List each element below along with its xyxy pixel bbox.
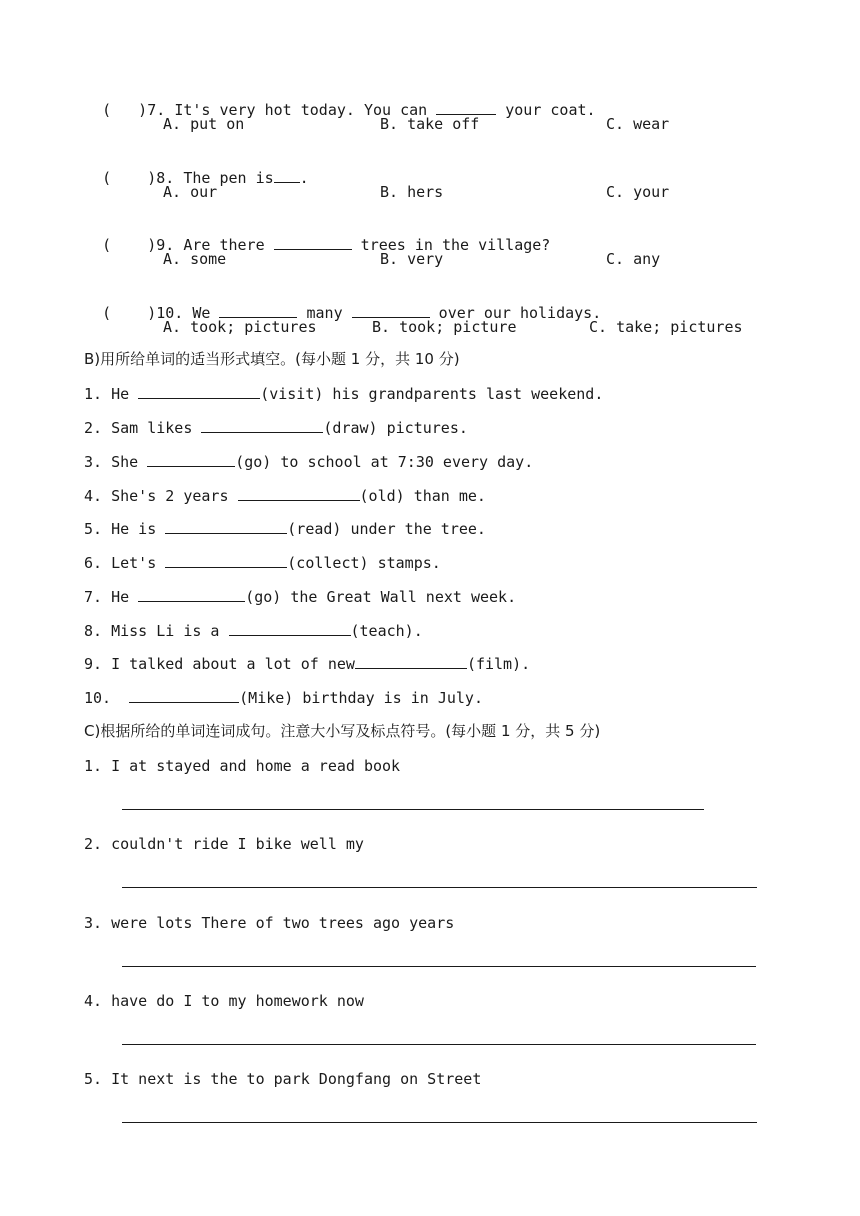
question-text: It's very hot today. You can [174, 101, 437, 119]
item-number: 5. [84, 520, 103, 538]
fill-item-8 [84, 621, 423, 641]
option-a[interactable]: A. took; pictures [163, 318, 317, 336]
fill-item-3 [84, 452, 533, 472]
answer-blank[interactable] [219, 303, 297, 318]
answer-blank[interactable] [138, 587, 245, 602]
item-text: (read) under the tree. [287, 520, 486, 538]
answer-paren[interactable]: ( ) [102, 101, 148, 119]
item-number: 2. [84, 835, 103, 853]
answer-line[interactable] [122, 1044, 756, 1045]
item-number: 2. [84, 419, 103, 437]
fill-item-9 [84, 654, 530, 674]
fill-item-10 [84, 688, 483, 708]
order-item-3 [84, 913, 454, 933]
section-b-heading: B)用所给单词的适当形式填空。(每小题 1 分，共 10 分) [84, 350, 460, 368]
item-text [111, 689, 120, 707]
item-text: (old) than me. [359, 487, 486, 505]
option-b[interactable]: B. take off [380, 115, 480, 133]
question-text: We [192, 304, 220, 322]
order-item-4 [84, 991, 364, 1011]
item-text: He [111, 385, 139, 403]
answer-blank[interactable] [238, 486, 360, 501]
answer-blank[interactable] [352, 303, 430, 318]
option-c[interactable]: C. any [606, 250, 661, 268]
item-number: 4. [84, 487, 103, 505]
fill-item-1 [84, 384, 603, 404]
option-b[interactable]: B. hers [380, 183, 444, 201]
item-text: She's 2 years [111, 487, 238, 505]
question-text: many [297, 304, 352, 322]
question-text: trees in the village? [351, 236, 551, 254]
mc-question-7 [84, 80, 596, 120]
item-text: Miss Li is a [111, 622, 229, 640]
answer-paren[interactable]: ( ) [102, 236, 157, 254]
scrambled-words: I at stayed and home a read book [111, 757, 401, 775]
item-number: 8. [84, 622, 103, 640]
answer-blank[interactable] [274, 235, 352, 250]
item-text: (go) to school at 7:30 every day. [235, 453, 534, 471]
item-text: Let's [111, 554, 166, 572]
fill-item-4 [84, 486, 486, 506]
order-item-5 [84, 1069, 481, 1089]
option-b[interactable]: B. very [380, 250, 444, 268]
answer-blank[interactable] [436, 100, 496, 115]
fill-item-6 [84, 553, 441, 573]
mc-question-9 [84, 215, 550, 255]
item-number: 10. [84, 689, 112, 707]
item-text: (draw) pictures. [323, 419, 468, 437]
item-number: 7. [84, 588, 103, 606]
item-number: 1. [84, 757, 103, 775]
item-text: (visit) his grandparents last weekend. [260, 385, 604, 403]
answer-blank[interactable] [138, 384, 260, 399]
item-number: 3. [84, 453, 103, 471]
scrambled-words: were lots There of two trees ago years [111, 914, 455, 932]
answer-blank[interactable] [147, 452, 235, 467]
answer-line[interactable] [122, 1122, 757, 1123]
item-number: 3. [84, 914, 103, 932]
order-item-1 [84, 756, 400, 776]
option-c[interactable]: C. wear [606, 115, 670, 133]
item-text: (collect) stamps. [287, 554, 441, 572]
answer-line[interactable] [122, 887, 757, 888]
question-text: Are there [183, 236, 274, 254]
question-number: 7. [147, 101, 166, 119]
item-text: (go) the Great Wall next week. [245, 588, 517, 606]
item-number: 9. [84, 655, 103, 673]
mc-question-10 [84, 283, 601, 323]
question-number: 9. [156, 236, 175, 254]
option-c[interactable]: C. take; pictures [589, 318, 743, 336]
item-number: 6. [84, 554, 103, 572]
item-number: 5. [84, 1070, 103, 1088]
fill-item-5 [84, 519, 486, 539]
item-text: (Mike) birthday is in July. [239, 689, 483, 707]
item-text: (teach). [350, 622, 423, 640]
scrambled-words: have do I to my homework now [111, 992, 364, 1010]
item-text: She [111, 453, 148, 471]
answer-blank[interactable] [229, 621, 351, 636]
answer-blank[interactable] [355, 654, 467, 669]
answer-blank[interactable] [201, 418, 323, 433]
item-text: Sam likes [111, 419, 202, 437]
option-a[interactable]: A. our [163, 183, 218, 201]
answer-blank[interactable] [165, 553, 287, 568]
question-text: your coat. [496, 101, 596, 119]
fill-item-7 [84, 587, 516, 607]
question-text: The pen is [183, 169, 274, 187]
answer-line[interactable] [122, 966, 756, 967]
scrambled-words: It next is the to park Dongfang on Street [111, 1070, 482, 1088]
scrambled-words: couldn't ride I bike well my [111, 835, 364, 853]
answer-paren[interactable]: ( ) [102, 304, 157, 322]
option-b[interactable]: B. took; picture [372, 318, 517, 336]
item-text: (film). [466, 655, 531, 673]
answer-blank[interactable] [129, 688, 239, 703]
item-text: I talked about a lot of new [111, 655, 355, 673]
answer-blank[interactable] [274, 168, 300, 183]
section-c-heading: C)根据所给的单词连词成句。注意大小写及标点符号。(每小题 1 分，共 5 分) [84, 722, 601, 740]
question-number: 8. [156, 169, 175, 187]
option-a[interactable]: A. some [163, 250, 227, 268]
item-number: 1. [84, 385, 103, 403]
fill-item-2 [84, 418, 468, 438]
answer-line[interactable] [122, 809, 704, 810]
option-a[interactable]: A. put on [163, 115, 245, 133]
question-text: over our holidays. [429, 304, 602, 322]
option-c[interactable]: C. your [606, 183, 670, 201]
answer-paren[interactable]: ( ) [102, 169, 157, 187]
item-number: 4. [84, 992, 103, 1010]
question-number: 10. [156, 304, 184, 322]
question-text: . [299, 169, 309, 187]
answer-blank[interactable] [165, 519, 287, 534]
item-text: He [111, 588, 139, 606]
item-text: He is [111, 520, 166, 538]
order-item-2 [84, 834, 364, 854]
